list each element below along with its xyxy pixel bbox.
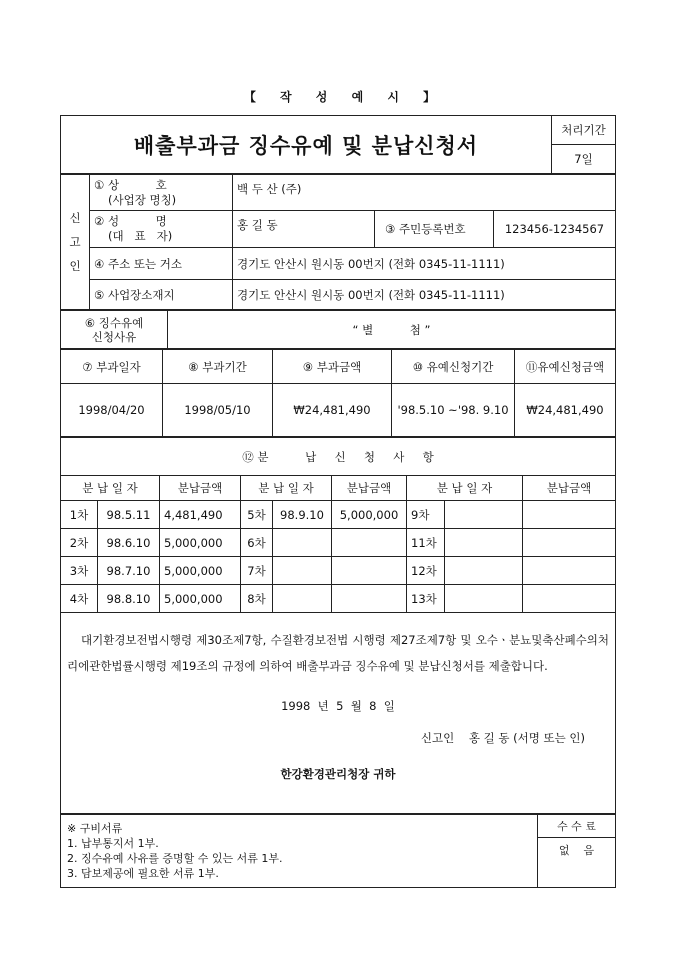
list-item: 3. 담보제공에 필요한 서류 1부. [67, 867, 219, 880]
applicant-side-char: 고 [69, 235, 81, 249]
deferral-amount-header: ⑪유예신청금액 [515, 350, 616, 384]
levy-period-value: 1998/05/10 [163, 384, 273, 437]
declaration-section [60, 613, 616, 814]
installment-no: 4차 [61, 585, 98, 613]
table-row [61, 501, 616, 529]
installment-amount [523, 501, 616, 529]
installment-no: 1차 [61, 501, 98, 529]
installment-amount: 5,000,000 [332, 501, 407, 529]
address-value: 경기도 안산시 원시동 00번지 (전화 0345-11-1111) [233, 248, 616, 280]
levy-period-header: ⑧ 부과기간 [163, 350, 273, 384]
installment-amount: 5,000,000 [160, 585, 241, 613]
installment-amount [332, 529, 407, 557]
fee-value: 없 음 [538, 837, 616, 887]
installment-date-header: 분 납 일 자 [61, 476, 160, 501]
levy-amount-header: ⑨ 부과금액 [273, 350, 392, 384]
declaration-date: 1998 년 5 월 8 일 [281, 699, 395, 713]
applicant-table [60, 174, 616, 310]
reason-table [60, 310, 616, 349]
installment-no: 13차 [407, 585, 445, 613]
installment-date [445, 557, 523, 585]
list-item: 2. 징수유예 사유를 증명할 수 있는 서류 1부. [67, 852, 283, 865]
installment-date: 98.7.10 [98, 557, 160, 585]
recipient: 한강환경관리청장 귀하 [280, 767, 396, 781]
trade-name-value: 백 두 산 (주) [233, 175, 616, 211]
processing-period-label: 처리기간 [552, 116, 616, 145]
applicant-side-char: 인 [69, 259, 81, 273]
trade-name-label-line2: (사업장 명칭) [108, 192, 177, 207]
installment-date [273, 585, 332, 613]
installment-no: 3차 [61, 557, 98, 585]
installment-date: 98.5.11 [98, 501, 160, 529]
rrn-label: ③ 주민등록번호 [375, 211, 494, 248]
installment-date: 98.9.10 [273, 501, 332, 529]
site-address-value: 경기도 안산시 원시동 00번지 (전화 0345-11-1111) [233, 280, 616, 310]
rrn-value: 123456-1234567 [494, 211, 616, 248]
title-table [60, 115, 616, 174]
installment-date [273, 557, 332, 585]
reason-label-line2: 신청사유 [91, 329, 137, 344]
installment-no: 5차 [241, 501, 273, 529]
signer-line: 신고인 홍 길 동 (서명 또는 인) [420, 731, 585, 745]
installment-date [445, 529, 523, 557]
installment-title: ⑫ 분 납 신 청 사 항 [61, 438, 616, 476]
installment-no: 11차 [407, 529, 445, 557]
installment-no: 2차 [61, 529, 98, 557]
installment-no: 12차 [407, 557, 445, 585]
declaration-text: 대기환경보전법시행령 제30조제7항, 수질환경보전법 시행령 제27조제7항 및 오수ㆍ분뇨및축산폐수의처리에관한법률시행령 제19조의 규정에 의하여 배출부과금 징수유예 및 분납신청서를 제출합니다. [67, 633, 609, 673]
applicant-side-char: 신 [69, 211, 81, 225]
trade-name-label-line1: ① 상 호 [94, 177, 167, 192]
levy-amount-value: ₩24,481,490 [273, 384, 392, 437]
table-row [61, 529, 616, 557]
table-row [61, 557, 616, 585]
trade-name-label [90, 175, 233, 211]
installment-amount [523, 585, 616, 613]
installment-amount: 5,000,000 [160, 529, 241, 557]
table-row [61, 585, 616, 613]
fee-label: 수 수 료 [538, 815, 616, 838]
installment-no: 7차 [241, 557, 273, 585]
installment-amount [523, 529, 616, 557]
installment-date: 98.6.10 [98, 529, 160, 557]
installment-date [445, 501, 523, 529]
installment-no: 9차 [407, 501, 445, 529]
required-documents [61, 815, 538, 888]
form-title: 배출부과금 징수유예 및 분납신청서 [61, 116, 552, 174]
levy-date-value: 1998/04/20 [61, 384, 163, 437]
reason-value: “ 별 첨 ” [168, 311, 616, 349]
installment-amount [332, 585, 407, 613]
documents-table [60, 814, 616, 888]
processing-period-value: 7일 [552, 145, 616, 174]
installment-table [60, 437, 616, 613]
reason-label [61, 311, 168, 349]
installment-amount [332, 557, 407, 585]
installment-date [445, 585, 523, 613]
applicant-side-label [61, 175, 90, 310]
deferral-amount-value: ₩24,481,490 [515, 384, 616, 437]
name-value: 홍 길 동 [233, 211, 375, 248]
installment-no: 8차 [241, 585, 273, 613]
address-label: ④ 주소 또는 거소 [90, 248, 233, 280]
installment-date-header: 분 납 일 자 [407, 476, 523, 501]
levy-table [60, 349, 616, 437]
deferral-period-header: ⑩ 유예신청기간 [392, 350, 515, 384]
documents-heading: ※ 구비서류 [67, 822, 123, 835]
example-label: 【 작 성 예 시 】 [243, 90, 437, 104]
installment-amount-header: 분납금액 [523, 476, 616, 501]
installment-no: 6차 [241, 529, 273, 557]
installment-amount-header: 분납금액 [332, 476, 407, 501]
installment-amount: 5,000,000 [160, 557, 241, 585]
installment-date [273, 529, 332, 557]
name-label-line2: (대 표 자) [108, 229, 173, 243]
reason-label-line1: ⑥ 징수유예 [84, 315, 144, 330]
levy-date-header: ⑦ 부과일자 [61, 350, 163, 384]
installment-amount [523, 557, 616, 585]
name-label-line1: ② 성 명 [94, 214, 167, 228]
site-address-label: ⑤ 사업장소재지 [90, 280, 233, 310]
list-item: 1. 납부통지서 1부. [67, 837, 159, 850]
name-label [90, 211, 233, 248]
installment-amount-header: 분납금액 [160, 476, 241, 501]
deferral-period-value: '98.5.10 ~'98. 9.10 [392, 384, 515, 437]
installment-date-header: 분 납 일 자 [241, 476, 332, 501]
application-form [60, 115, 616, 888]
installment-date: 98.8.10 [98, 585, 160, 613]
installment-amount: 4,481,490 [160, 501, 241, 529]
